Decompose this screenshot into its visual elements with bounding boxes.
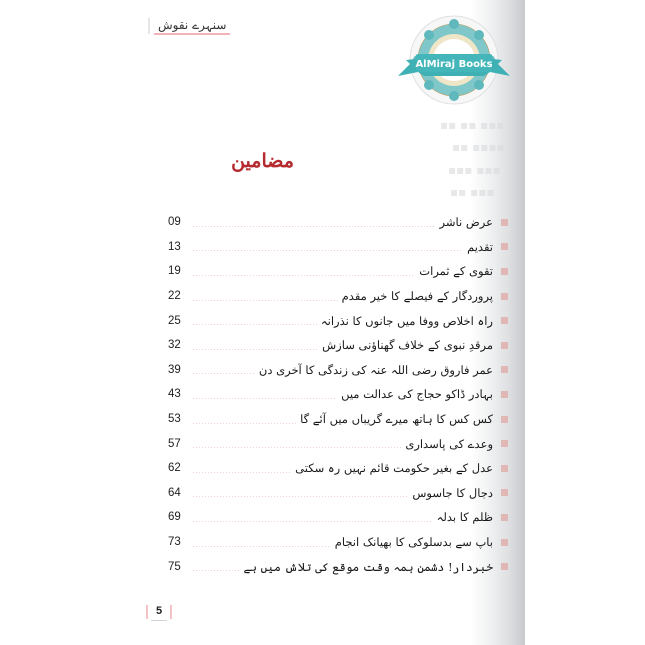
page-number-underline <box>151 620 167 621</box>
square-bullet-icon <box>501 317 508 324</box>
square-bullet-icon <box>501 514 508 521</box>
toc-entry-page: 73 <box>168 536 181 549</box>
toc-entry-label: عرض ناشر <box>439 215 493 230</box>
toc-entry-page: 19 <box>168 265 181 278</box>
toc-entry-page: 32 <box>168 339 181 352</box>
page-number-left-bar <box>146 605 148 619</box>
toc-entry-label: خبردار! دشمن ہمہ وقت موقع کی تلاش میں ہے <box>243 559 493 574</box>
leader-dots <box>192 226 436 227</box>
toc-entry-page: 22 <box>168 290 181 303</box>
square-bullet-icon <box>501 366 508 373</box>
toc-entry[interactable] <box>168 456 508 481</box>
square-bullet-icon <box>501 539 508 546</box>
bleed-through-text: ▪▪▪▪ ▪▪ <box>452 140 505 154</box>
toc-entry-page: 62 <box>168 462 181 475</box>
leader-dots <box>192 398 337 399</box>
square-bullet-icon <box>501 293 508 300</box>
page-number-value: 5 <box>155 605 163 617</box>
toc-entry[interactable] <box>168 431 508 456</box>
toc-entry-label: وعدے کی پاسداری <box>405 436 493 451</box>
toc-entry-label: عمر فاروق رضی اللہ عنہ کی زندگی کا آخری دن <box>258 362 493 377</box>
toc-entry[interactable] <box>168 235 508 260</box>
toc-entry[interactable] <box>168 554 508 579</box>
toc-entry[interactable] <box>168 259 508 284</box>
toc-entry[interactable] <box>168 333 508 358</box>
leader-dots <box>192 349 318 350</box>
toc-entry[interactable] <box>168 481 508 506</box>
toc-entry-label: پروردگار کے فیصلے کا خیر مقدم <box>341 289 493 304</box>
toc-entry-label: کس کس کا ہاتھ میرے گریباں میں آئے گا <box>300 412 493 427</box>
toc-entry-label: ظلم کا بدلہ <box>436 510 493 525</box>
toc-title: مضامین <box>231 150 294 172</box>
leader-dots <box>192 250 463 251</box>
toc-entry-page: 25 <box>168 314 181 327</box>
page-number <box>146 605 172 617</box>
leader-dots <box>192 472 291 473</box>
toc-entry[interactable] <box>168 407 508 432</box>
toc-entry-label: دجال کا جاسوس <box>412 485 493 500</box>
square-bullet-icon <box>501 268 508 275</box>
header-bar <box>148 18 150 34</box>
leader-dots <box>192 373 255 374</box>
square-bullet-icon <box>501 342 508 349</box>
leader-dots <box>192 324 317 325</box>
toc-entry-label: راہ اخلاص ووفا میں جانوں کا نذرانہ <box>320 313 493 328</box>
square-bullet-icon <box>501 391 508 398</box>
toc-entry[interactable] <box>168 530 508 555</box>
toc-entry-label: مرقدِ نبوی کے خلاف گھناؤنی سازش <box>322 338 493 353</box>
square-bullet-icon <box>501 563 508 570</box>
leader-dots <box>192 447 401 448</box>
table-of-contents <box>168 210 508 579</box>
toc-entry-page: 09 <box>168 216 181 229</box>
toc-entry-page: 43 <box>168 388 181 401</box>
bleed-through-text: ▪▪▪ ▪▪ ▪▪ <box>440 118 505 132</box>
toc-entry[interactable] <box>168 308 508 333</box>
toc-entry[interactable] <box>168 284 508 309</box>
running-header <box>148 16 230 36</box>
leader-dots <box>192 570 240 571</box>
toc-entry-page: 69 <box>168 511 181 524</box>
toc-entry-page: 13 <box>168 240 181 253</box>
toc-entry-label: باپ سے بدسلوکی کا بھیانک انجام <box>334 535 493 550</box>
square-bullet-icon <box>501 489 508 496</box>
toc-entry[interactable] <box>168 505 508 530</box>
bleed-through-text: ▪▪▪ ▪▪ <box>450 185 495 199</box>
leader-dots <box>192 275 415 276</box>
page-number-right-bar <box>170 605 172 619</box>
leader-dots <box>192 496 408 497</box>
toc-entry-page: 53 <box>168 413 181 426</box>
toc-entry-page: 57 <box>168 437 181 450</box>
toc-entry-label: بہادر ڈاکو حجاج کی عدالت میں <box>341 387 493 402</box>
square-bullet-icon <box>501 416 508 423</box>
bleed-through-text: ▪▪▪ ▪▪▪ <box>448 163 501 177</box>
leader-dots <box>192 423 296 424</box>
leader-dots <box>192 546 331 547</box>
toc-entry[interactable] <box>168 358 508 383</box>
almiraj-books-logo-icon <box>394 14 514 114</box>
toc-entry-label: عدل کے بغیر حکومت قائم نہیں رہ سکتی <box>295 461 493 476</box>
toc-entry-label: تقدیم <box>467 239 493 254</box>
toc-entry-page: 39 <box>168 363 181 376</box>
toc-entry-label: تقوی کے ثمرات <box>419 264 493 279</box>
svg-text:AlMiraj Books: AlMiraj Books <box>415 59 493 70</box>
toc-entry-page: 64 <box>168 486 181 499</box>
toc-entry[interactable] <box>168 382 508 407</box>
running-title: سنہرے نقوش <box>154 18 230 35</box>
toc-entry-page: 75 <box>168 560 181 573</box>
square-bullet-icon <box>501 243 508 250</box>
leader-dots <box>192 521 433 522</box>
toc-entry[interactable] <box>168 210 508 235</box>
square-bullet-icon <box>501 219 508 226</box>
square-bullet-icon <box>501 440 508 447</box>
square-bullet-icon <box>501 465 508 472</box>
leader-dots <box>192 300 338 301</box>
